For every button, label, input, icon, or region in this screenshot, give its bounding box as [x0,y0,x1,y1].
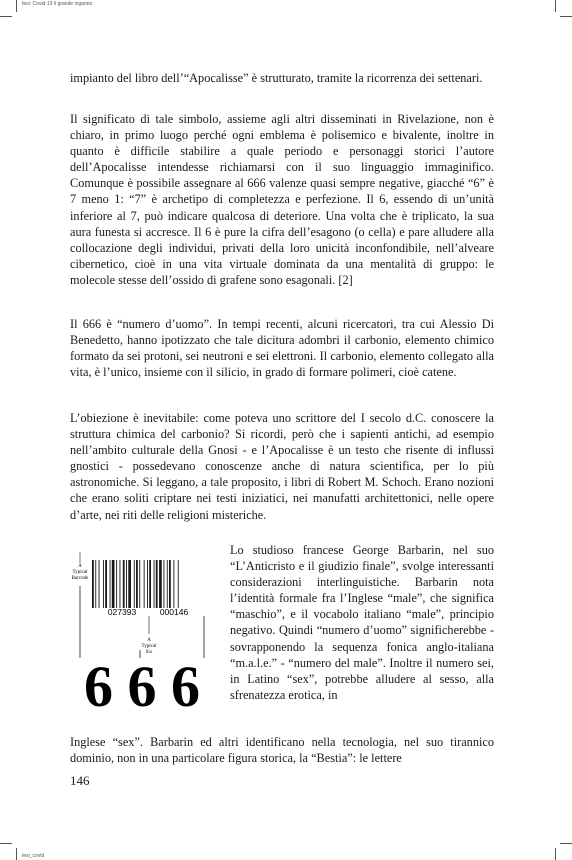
page-number: 146 [70,773,90,788]
barcode-bar [156,560,158,610]
barcode-bar [126,560,127,610]
crop-mark [560,16,572,17]
paragraph: Inglese “sex”. Barbarin ed altri identificano nella tecnologia, nel suo tirannico dominio, non in una particolare figura storica, la “Bestia”: le lettere [70,735,494,766]
barcode-bar [139,560,140,610]
barcode-bar [154,560,155,610]
barcode-bar [144,560,145,610]
barcode-bar [105,560,107,610]
barcode-label: A [78,564,82,569]
six-label: Six [145,650,153,655]
barcode-bar [112,560,115,610]
barcode-bar [167,560,168,610]
barcode-bar [164,560,165,610]
barcode-bar [178,560,179,610]
barcode-digits-left: 027393 [107,607,137,617]
barcode-bar [128,560,131,610]
barcode-bar [173,560,174,610]
six-label: Typical [141,644,157,649]
crop-mark [0,843,12,844]
paragraph: Il significato di tale simbolo, assieme agli altri disseminati in Rivelazione, non è chiaro, in primo luogo perché ogni emblema è polisemico e bivalente, inoltre in quanto è difficile stabilire a quale periodo e personaggi storici l’autore dell’Apocalisse intendesse richiamarsi con il suo linguaggio immaginifico. Comunque è possibile assegnare al 666 valenze quasi sempre negative, giacché “6” è 7 meno 1: “7” è archetipo di completezza e perfezione. Il 6, essendo di un’unità inferiore al 7, può indicare qualcosa di deteriore. Una volta che è triplicato, la sua aura funesta si accresce. Il 6 è pure la cifra dell’esagono (o cella) e pare alludere alla collocazione degli individui, privati della loro unicità inconfondibile, nell’alveare cibernetico, cioè in una vita virtuale dominata da una mentalità di gruppo: le molecole stesse dell’ossido di grafene sono esagonali. [2] [70,112,494,287]
barcode-bar [92,560,94,610]
barcode-bar [120,560,121,610]
crop-mark [16,848,17,860]
paragraph: impianto del libro dell’“Apocalisse” è strutturato, tramite la ricorrenza dei settenari. [70,71,483,85]
barcode-bar [123,560,125,610]
running-header: tesi: Covid-19 il grande inganno [22,1,93,7]
crop-mark [560,843,572,844]
barcode-label: Barcode [71,576,89,581]
footer-slug: tesi_covid [22,853,45,859]
barcode-bar [147,560,148,610]
crop-mark [0,16,12,17]
barcode-bar [116,560,117,610]
crop-mark [16,0,17,12]
barcode-bar [149,560,151,610]
barcode-666-figure [70,550,220,722]
big-666: 6 6 6 [84,654,200,719]
barcode-bar [134,560,135,610]
paragraph: Lo studioso francese George Barbarin, nel suo “L’Anticristo e il giudizio finale”, svolge interessanti considerazioni interlinguistiche. Barbarin nota l’identità formale fra l’Inglese “male”, che significa “maschio”, e il vocabolo italiano “male”, principio negativo. Quindi “numero d’uomo” significherebbe - sovrapponendo la sequenza fonica anglo-italiana “m.a.l.e.” - “numero del male”. Inoltre il numero sei, in Latino “sex”, potrebbe alludere al sesso, alla sfrenatezza erotica, in [230,543,494,702]
barcode-bar [95,560,96,610]
barcode-bar [169,560,171,610]
paragraph: Il 666 è “numero d’uomo”. In tempi recenti, alcuni ricercatori, tra cui Alessio Di Benedetto, hanno ipotizzato che tale dicitura adombri il carbonio, elemento chimico formato da sei protoni, sei neutroni e sei elettroni. Il carbonio, elemento collegato alla vita, è l’unico, insieme con il silicio, in grado di formare polimeri, cioè catene. [70,317,494,380]
paragraph: L’obiezione è inevitabile: come poteva uno scrittore del I secolo d.C. conoscere la struttura chimica del carbonio? Si ricordi, però che i sapienti antichi, ad esempio nell’ambito culturale della Gnosi - e l’Apocalisse è un testo che risente di influssi gnostici - possedevano conoscenze anche di natura scientifica, per lo più astronomiche. Si leggano, a tale proposito, i libri di Robert M. Schoch. Erano nozioni che erano soliti criptare nei testi iniziatici, nei manufatti architettonici, nelle opere d’arte, nei riti delle religioni misteriche. [70,411,494,522]
barcode-bar [159,560,162,610]
barcode-bar [103,560,104,610]
six-label: A [147,638,151,643]
barcode-bar [136,560,138,610]
barcode-digits-right: 000146 [159,607,189,617]
barcode-bars [92,560,179,610]
barcode-bar [110,560,111,610]
barcode-label: Typical [72,570,88,575]
crop-mark [555,848,556,860]
crop-mark [555,0,556,12]
barcode-bar [99,560,100,610]
